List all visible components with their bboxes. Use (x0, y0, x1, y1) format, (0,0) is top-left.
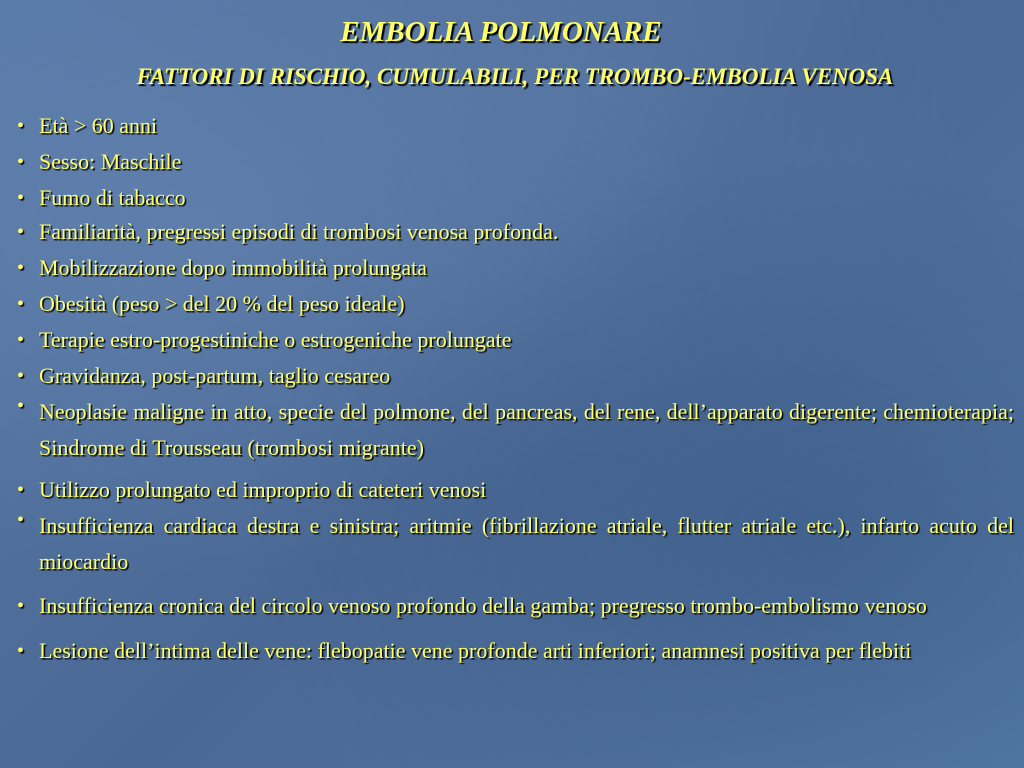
bullet-icon: • (17, 365, 25, 387)
risk-item (16, 508, 1014, 580)
risk-item-text: Mobilizzazione dopo immobilità prolungata (39, 255, 427, 280)
risk-item-text: Gravidanza, post-partum, taglio cesareo (39, 363, 391, 388)
risk-item (16, 594, 1014, 618)
bullet-icon: • (17, 595, 25, 617)
risk-item-text: Insufficienza cronica del circolo venoso profondo della gamba; pregresso trombo-embolismo venoso (39, 593, 927, 618)
bullet-icon: • (17, 509, 25, 531)
risk-item-text: Obesità (peso > del 20 % del peso ideale) (39, 291, 405, 316)
risk-item-text: Familiarità, pregressi episodi di trombosi venosa profonda. (39, 219, 559, 244)
risk-item (16, 220, 1014, 244)
risk-item (16, 394, 1014, 466)
bullet-icon: • (17, 221, 25, 243)
bullet-icon: • (17, 395, 25, 417)
risk-item (16, 292, 1014, 316)
bullet-icon: • (17, 329, 25, 351)
bullet-icon: • (17, 293, 25, 315)
risk-item-text: Utilizzo prolungato ed improprio di cateteri venosi (39, 477, 487, 502)
risk-item (16, 364, 1014, 388)
bullet-icon: • (17, 187, 25, 209)
risk-item (16, 639, 1014, 663)
bullet-icon: • (17, 640, 25, 662)
risk-item-text: Fumo di tabacco (39, 185, 186, 210)
risk-item-text: Sesso: Maschile (39, 149, 182, 174)
risk-item (16, 150, 1014, 174)
risk-item-text: Età > 60 anni (39, 113, 158, 138)
bullet-icon: • (17, 257, 25, 279)
risk-item-text: Lesione dell’intima delle vene: flebopatie vene profonde arti inferiori; anamnesi positiva per flebiti (39, 638, 912, 663)
risk-factor-list (16, 114, 1014, 663)
risk-item (16, 114, 1014, 138)
bullet-icon: • (17, 151, 25, 173)
risk-item-text: Terapie estro-progestiniche o estrogeniche prolungate (39, 327, 512, 352)
slide-title: EMBOLIA POLMONARE (340, 16, 662, 48)
bullet-icon: • (17, 479, 25, 501)
risk-item (16, 328, 1014, 352)
risk-item-text: Insufficienza cardiaca destra e sinistra; aritmie (fibrillazione atriale, flutter atriale etc.), infarto acuto del miocardio (39, 513, 1014, 574)
bullet-icon: • (17, 115, 25, 137)
risk-item (16, 256, 1014, 280)
slide-subtitle: FATTORI DI RISCHIO, CUMULABILI, PER TROMBO-EMBOLIA VENOSA (136, 64, 894, 89)
risk-item (16, 478, 1014, 502)
risk-item-text: Neoplasie maligne in atto, specie del polmone, del pancreas, del rene, dell’apparato digerente; chemioterapia; Sindrome di Trousseau (trombosi migrante) (39, 399, 1014, 460)
risk-item (16, 186, 1014, 210)
